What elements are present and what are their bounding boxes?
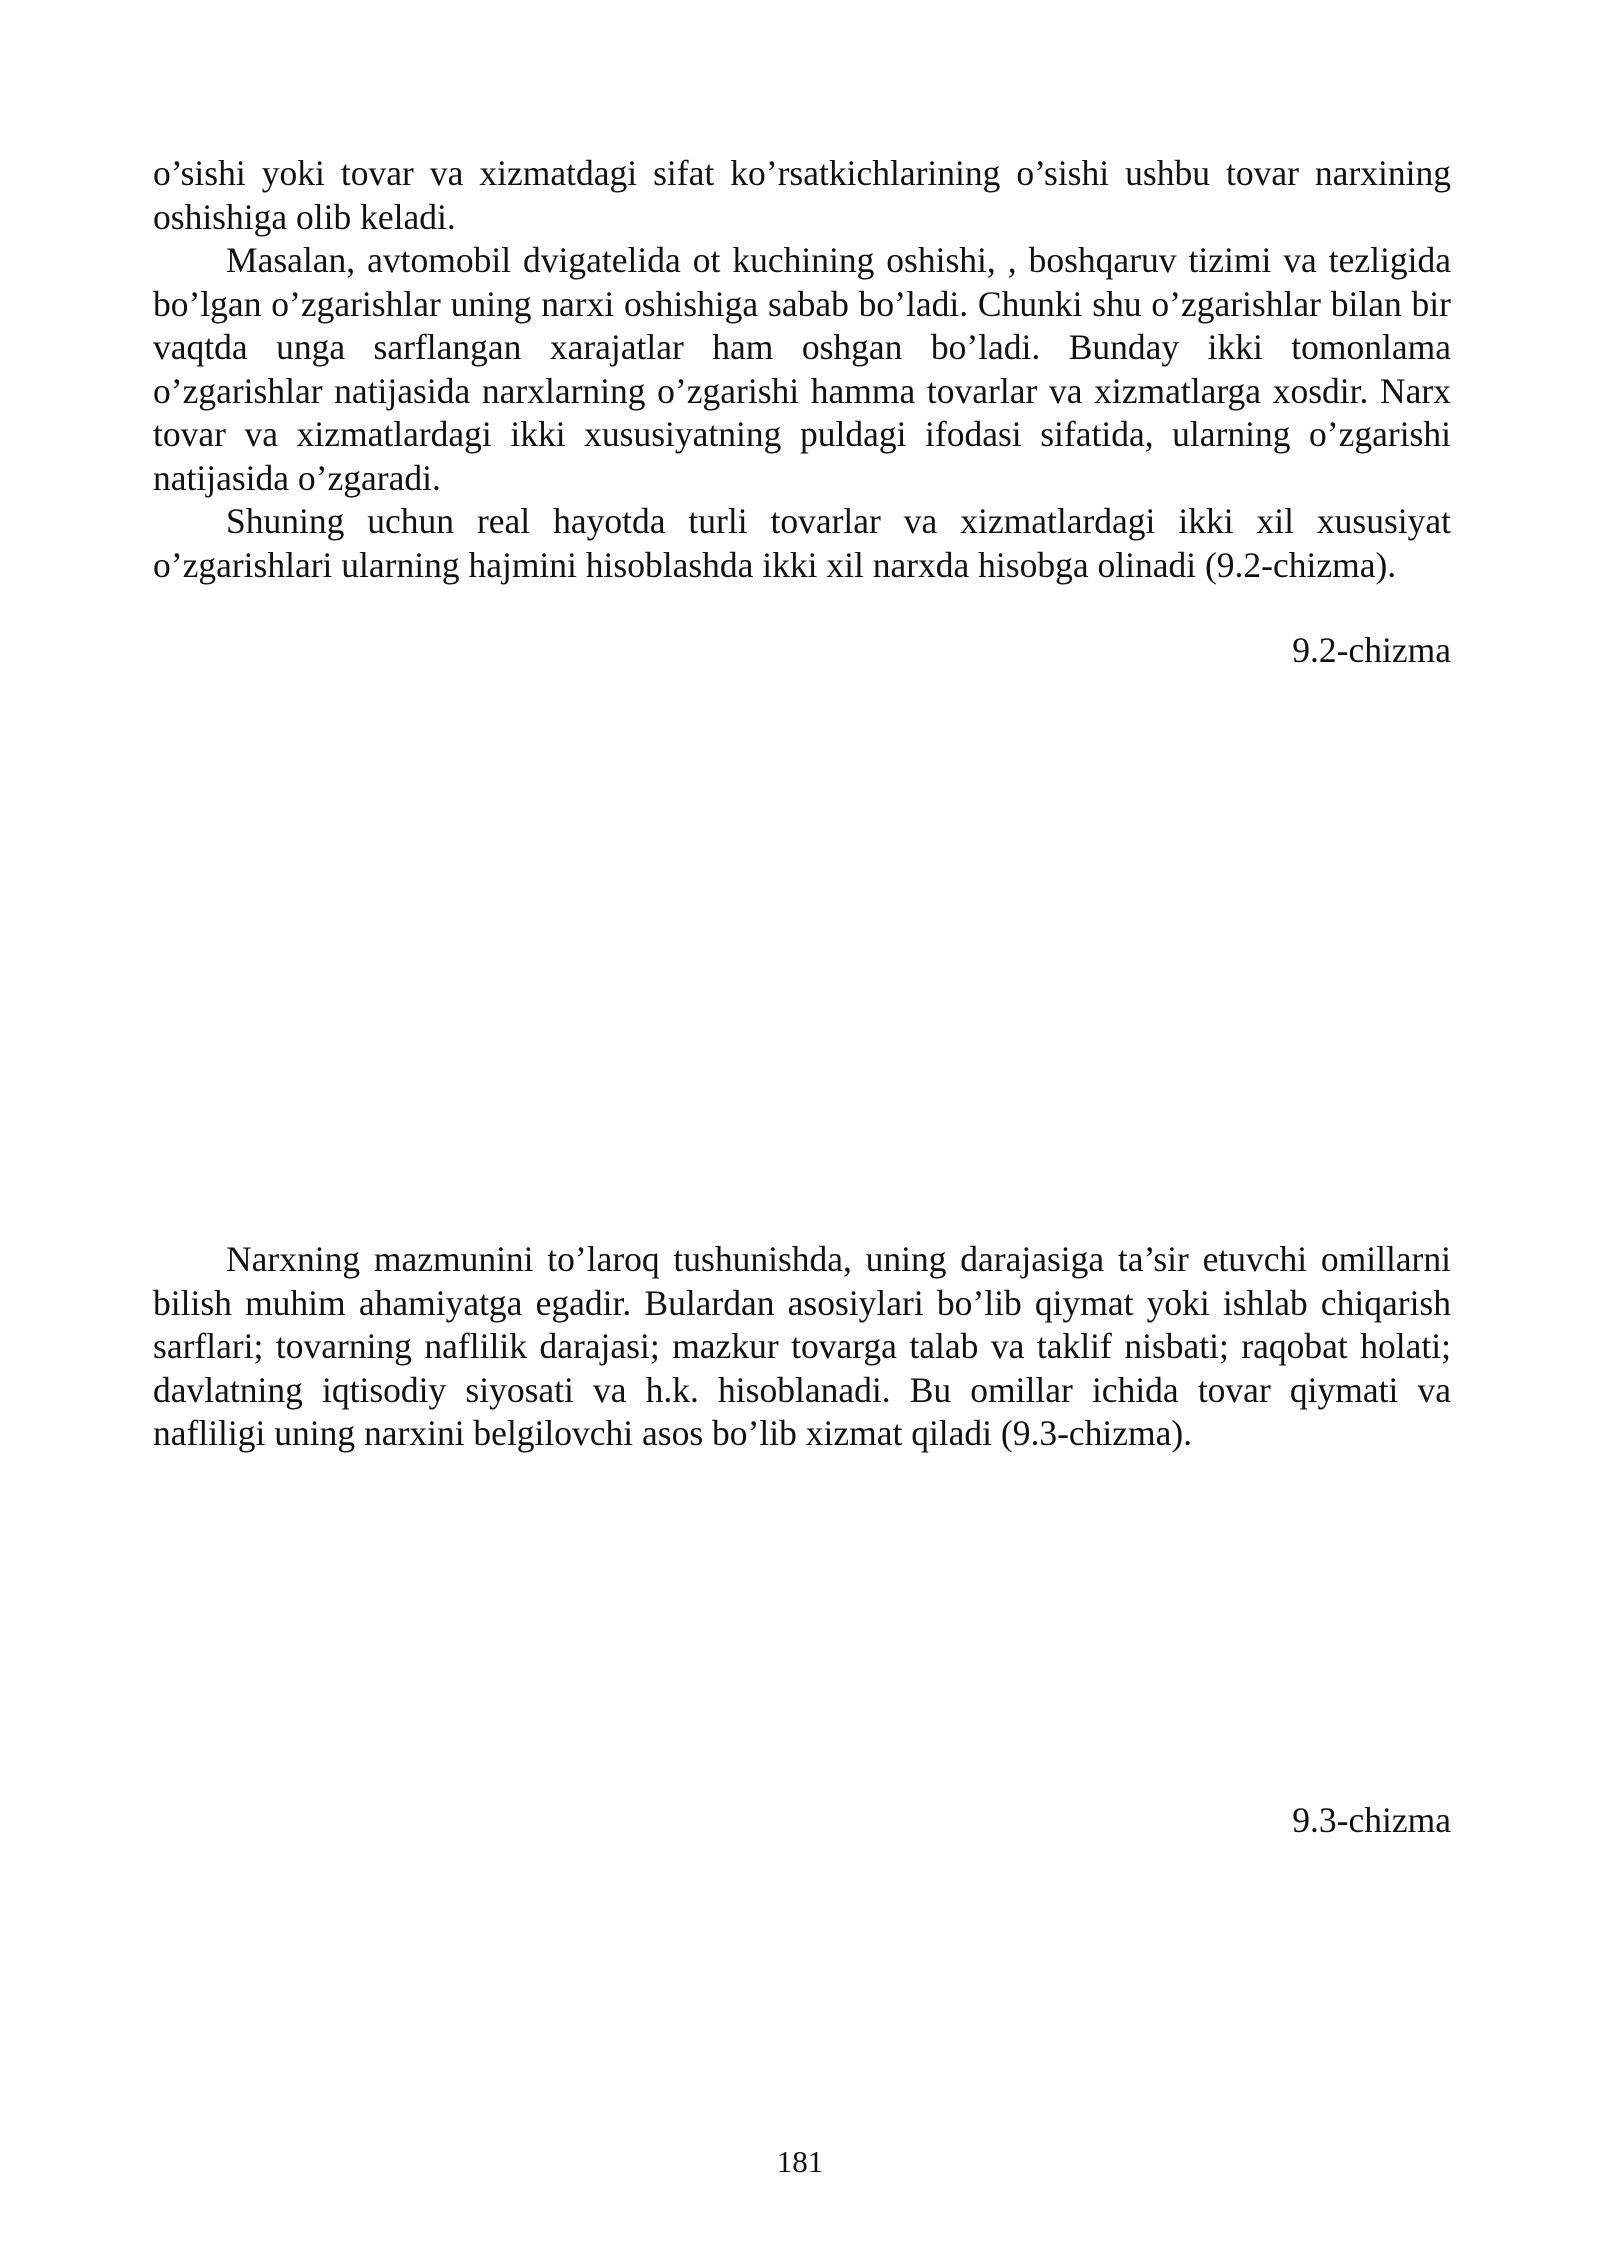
figure-9-2-placeholder [153,690,1451,1230]
figure-9-3-placeholder [153,1510,1451,1810]
paragraph-price-factors: Narxning mazmunini to’laroq tushunishda, uning darajasiga ta’sir etuvchi omillarni bilish muhim ahamiyatga egadir. Bulardan asosiylari bo’lib qiymat yoki ishlab chiqarish sarflari; tovarning naflilik darajasi; mazkur tovarga talab va taklif nisbati; raqobat holati; davlatning iqtisodiy siyosati va h.k. hisoblanadi. Bu omillar ichida tovar qiymati va nafliligi uning narxini belgilovchi asos bo’lib xizmat qiladi (9.3-chizma). [153,1239,1451,1453]
paragraph-example: Masalan, avtomobil dvigatelida ot kuchining oshishi, , boshqaruv tizimi va tezligida bo’lgan o’zgarishlar uning narxi oshishiga sabab bo’ladi. Chunki shu o’zgarishlar bilan bir vaqtda unga sarflangan xarajatlar ham oshgan bo’ladi. Bunday ikki tomonlama o’zgarishlar natijasida narxlarning o’zgarishi hamma tovarlar va xizmatlarga xosdir. Narx tovar va xizmatlardagi ikki xususiyatning puldagi ifodasi sifatida, ularning o’zgarishi natijasida o’zgaradi. [153,240,1451,498]
paragraph-continuation: o’sishi yoki tovar va xizmatdagi sifat ko’rsatkichlarining o’sishi ushbu tovar narxining oshishiga olib keladi. [153,153,1451,237]
paragraph-real-life: Shuning uchun real hayotda turli tovarlar va xizmatlardagi ikki xil xususiyat o’zgarishlari ularning hajmini hisoblashda ikki xil narxda hisobga olinadi (9.2-chizma). [153,501,1451,585]
figure-caption-9-2: 9.2-chizma [1292,630,1451,670]
text-block-middle [153,1238,1451,1456]
text-block-top [153,152,1451,587]
figure-caption-9-3: 9.3-chizma [1292,1800,1451,1840]
page-number: 181 [776,2144,824,2179]
